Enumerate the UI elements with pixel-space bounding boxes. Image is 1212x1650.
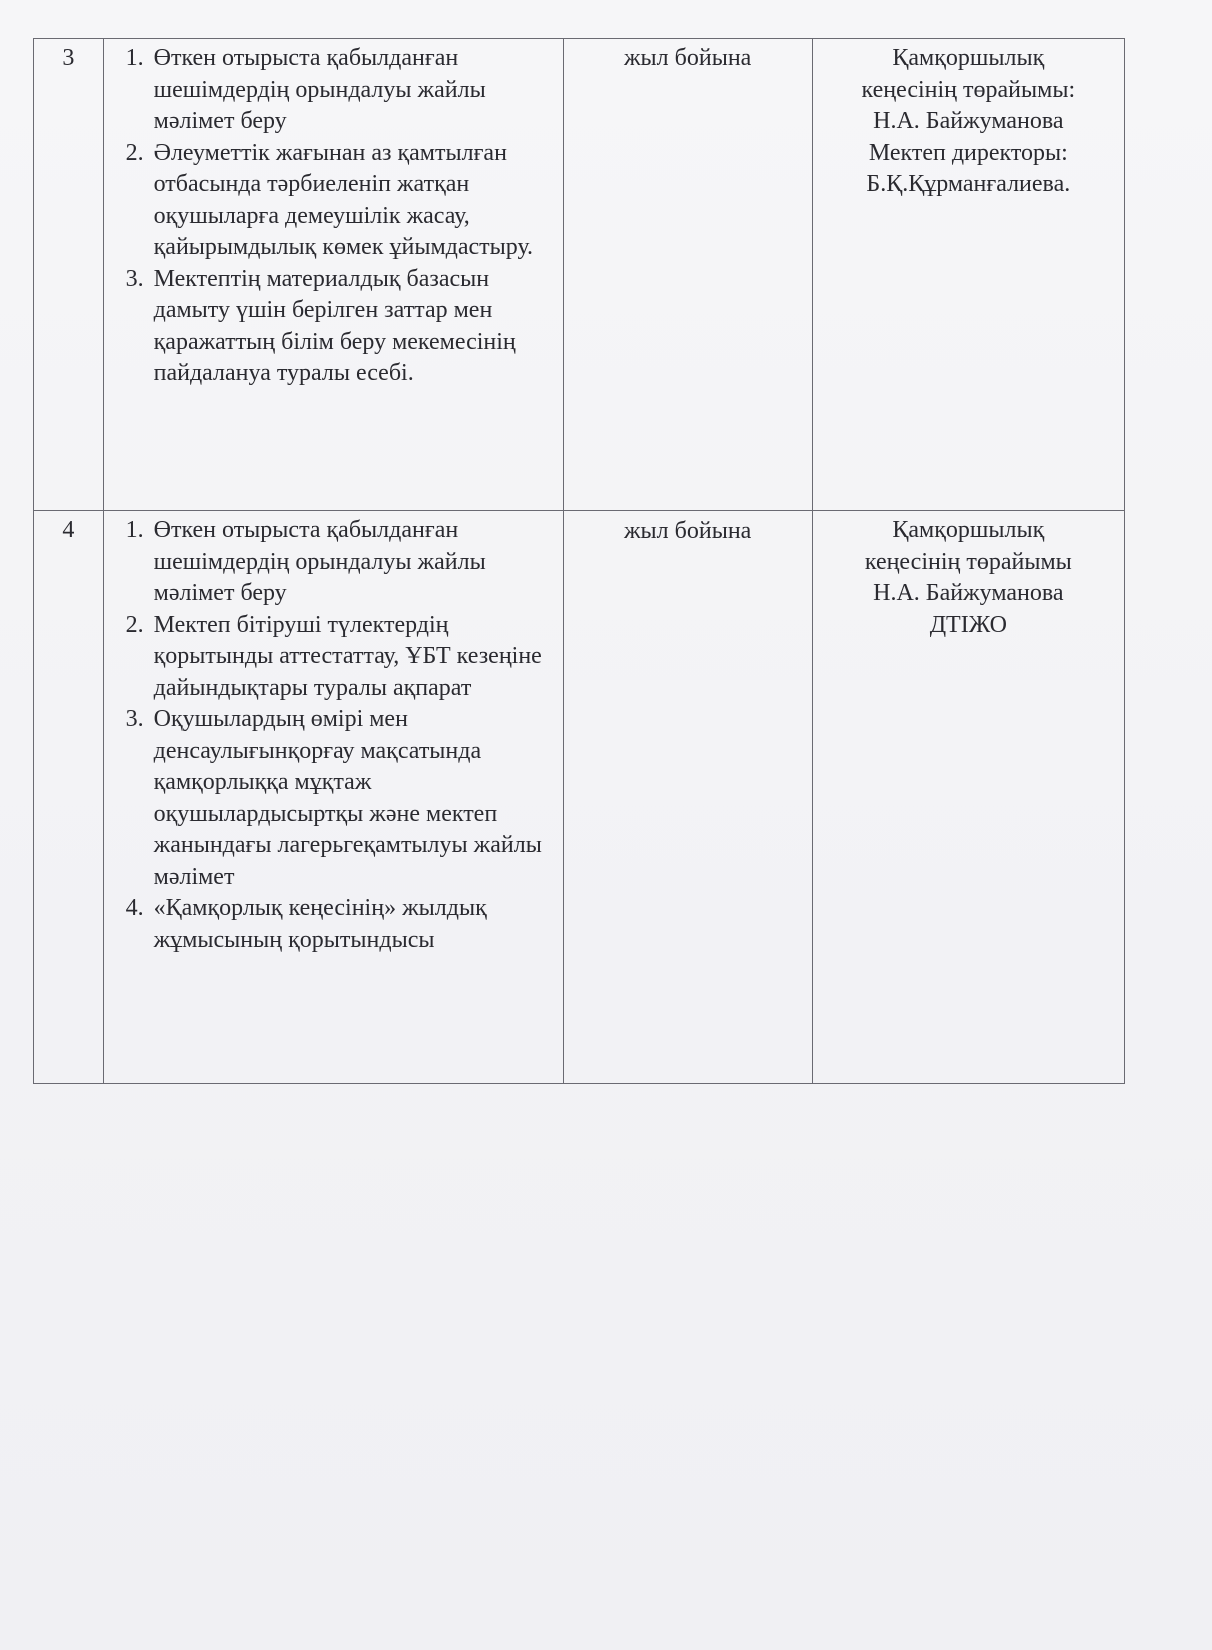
agenda-list	[112, 515, 555, 956]
responsible-line: Б.Қ.Құрманғалиева.	[866, 171, 1071, 197]
plan-table	[33, 38, 1125, 1084]
row-number-cell	[34, 511, 104, 1084]
list-item-text: «Қамқорлық кеңесінің» жылдық жұмысының қорытындысы	[153, 895, 487, 953]
list-item	[112, 704, 555, 893]
list-item-text: Өткен отырыста қабылданған шешімдердің орындалуы жайлы мәлімет беру	[153, 45, 486, 134]
list-item-text: Мектептің материалдық базасын дамыту үшін берілген заттар мен қаражаттың білім беру мекемесінің пайдалануа туралы есебі.	[153, 265, 516, 386]
responsible-cell	[812, 39, 1124, 511]
table-row	[34, 511, 1125, 1084]
responsible-line: кеңесінің төрайымы	[864, 548, 1072, 575]
list-item-marker: 1.	[125, 517, 144, 543]
row-number: 3	[62, 45, 75, 71]
list-item	[112, 264, 555, 390]
agenda-cell	[103, 39, 563, 511]
list-item-marker: 2.	[125, 611, 144, 638]
list-item-marker: 3.	[125, 265, 144, 292]
period-text: жыл бойына	[623, 518, 752, 544]
list-item-marker: 1.	[125, 45, 144, 71]
list-item-marker: 2.	[125, 139, 144, 166]
list-item	[112, 515, 555, 610]
list-item-marker: 4.	[125, 895, 144, 921]
list-item	[112, 893, 555, 956]
list-item-text: Оқушылардың өмірі мен денсаулығынқорғау мақсатында қамқорлыққа мұқтаж оқушылардысыртқы және мектеп жанындағы лагерьгеқамтылуы жайлы мәлімет	[153, 706, 542, 890]
responsible-line: Қамқоршылық	[892, 517, 1045, 543]
list-item	[112, 610, 555, 705]
table-row	[34, 39, 1125, 511]
responsible-cell	[812, 511, 1124, 1084]
agenda-list	[112, 43, 555, 390]
responsible-line: Н.А. Байжуманова	[873, 108, 1064, 134]
responsible-line: Қамқоршылық	[892, 45, 1045, 71]
row-number: 4	[62, 517, 75, 543]
list-item-text: Әлеуметтік жағынан аз қамтылған отбасында тәрбиеленіп жатқан оқушыларға демеушілік жасау, қайырымдылық көмек ұйымдастыру.	[153, 139, 534, 260]
period-text: жыл бойына	[623, 45, 752, 71]
list-item-text: Өткен отырыста қабылданған шешімдердің орындалуы жайлы мәлімет беру	[153, 517, 486, 606]
agenda-cell	[103, 511, 563, 1084]
responsible-line: ДТІЖО	[929, 611, 1007, 638]
list-item-text: Мектеп бітіруші түлектердің қорытынды аттестаттау, ҰБТ кезеңіне дайындықтары туралы ақпарат	[153, 611, 542, 701]
responsible-line: Н.А. Байжуманова	[873, 580, 1064, 606]
list-item-marker: 3.	[125, 706, 144, 732]
list-item	[112, 43, 555, 138]
period-cell	[563, 511, 812, 1084]
list-item	[112, 138, 555, 264]
responsible-line: Мектеп директоры:	[868, 139, 1068, 166]
row-number-cell	[34, 39, 104, 511]
period-cell	[563, 39, 812, 511]
responsible-line: кеңесінің төрайымы:	[861, 76, 1076, 103]
